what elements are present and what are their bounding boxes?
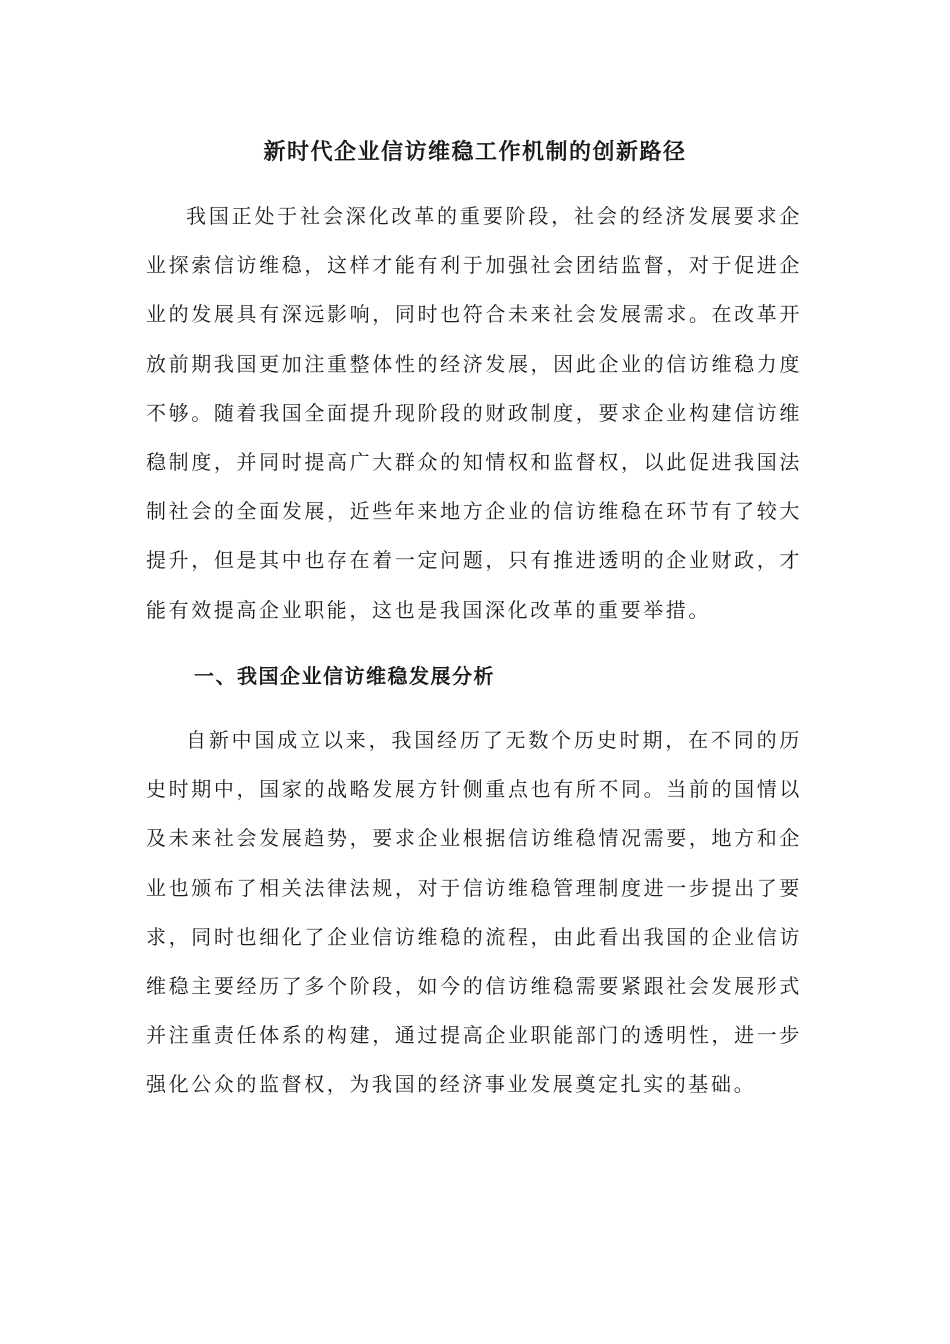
document-title: 新时代企业信访维稳工作机制的创新路径 (263, 139, 687, 165)
intro-paragraph: 我国正处于社会深化改革的重要阶段，社会的经济发展要求企业探索信访维稳，这样才能有利于加强社会团结监督，对于促进企业的发展具有深远影响，同时也符合未来社会发展需求。在改革开放前期我国更加注重整体性的经济发展，因此企业的信访维稳力度不够。随着我国全面提升现阶段的财政制度，要求企业构建信访维稳制度，并同时提高广大群众的知情权和监督权，以此促进我国法制社会的全面发展，近些年来地方企业的信访维稳在环节有了较大提升，但是其中也存在着一定问题，只有推进透明的企业财政，才能有效提高企业职能，这也是我国深化改革的重要举措。 (146, 204, 802, 622)
section-1-paragraph: 自新中国成立以来，我国经历了无数个历史时期，在不同的历史时期中，国家的战略发展方针侧重点也有所不同。当前的国情以及未来社会发展趋势，要求企业根据信访维稳情况需要，地方和企业也颁布了相关法律法规，对于信访维稳管理制度进一步提出了要求，同时也细化了企业信访维稳的流程，由此看出我国的企业信访维稳主要经历了多个阶段，如今的信访维稳需要紧跟社会发展形式并注重责任体系的构建，通过提高企业职能部门的透明性，进一步强化公众的监督权，为我国的经济事业发展奠定扎实的基础。 (146, 728, 802, 1097)
section-1-heading: 一、我国企业信访维稳发展分析 (194, 664, 495, 688)
